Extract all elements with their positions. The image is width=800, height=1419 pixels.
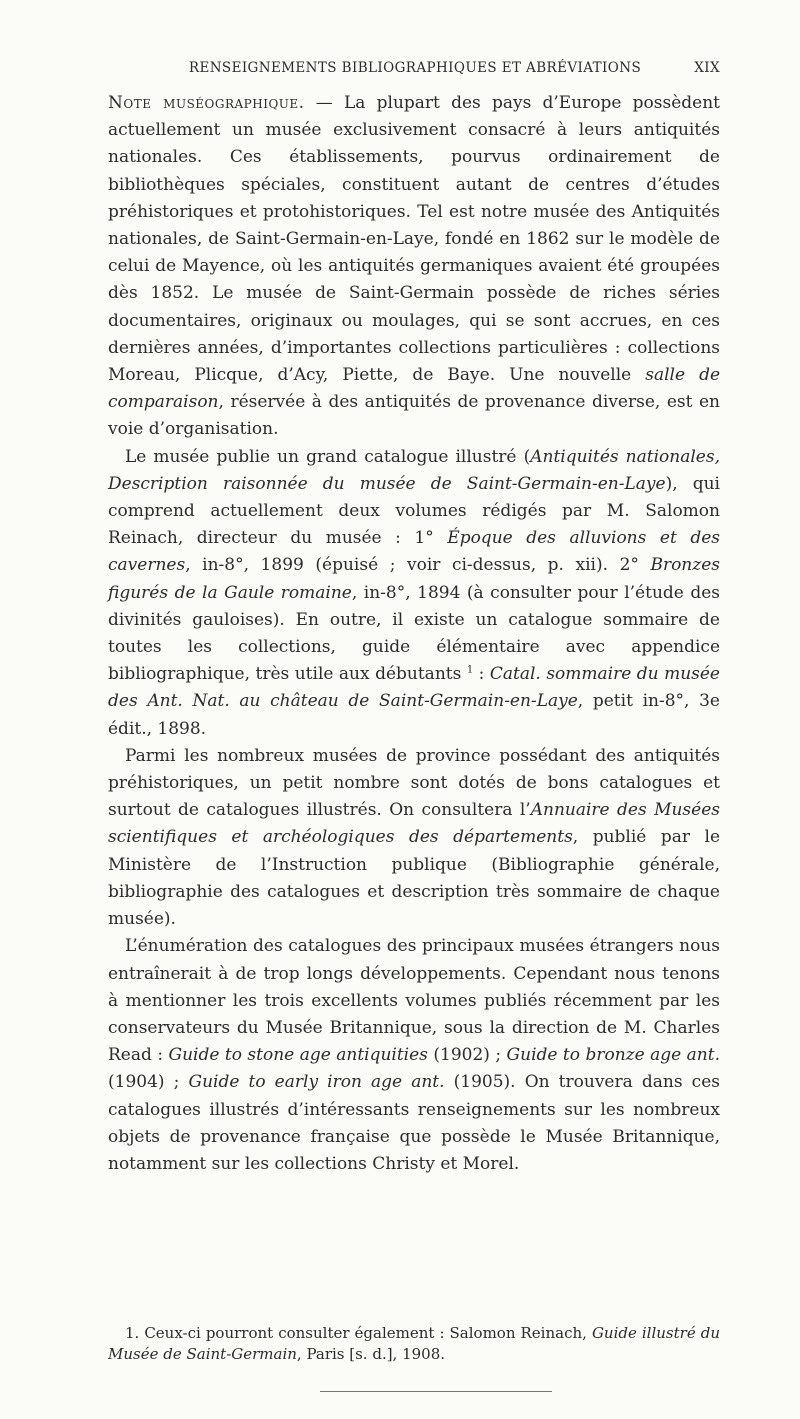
text-run: : [473, 664, 490, 685]
note-label: Note muséographique. [108, 93, 305, 113]
text-run: , publié par le Ministère de l’Instruction publique (Bibliographie générale, bibliographie des catalogues et description très sommaire de chaque musée). [108, 827, 721, 930]
text-run: (1904) ; [108, 1072, 189, 1093]
text-run: ), qui comprend actuellement deux volumes rédigés par M. Salomon Reinach, directeur du musée : 1° [108, 473, 720, 549]
paragraph-province [108, 743, 720, 933]
italic-run: Catal. sommaire du musée des Ant. Nat. au château de Saint-Germain-en-Laye [108, 664, 720, 712]
italic-run: Guide to stone age antiquities [168, 1045, 428, 1066]
page-number: XIX [694, 60, 720, 76]
italic-run: Bronzes figurés de la Gaule romaine [108, 555, 720, 603]
text-run: , in-8°, 1894 (à consulter pour l’étude des divinités gauloises). En outre, il existe un catalogue sommaire de toutes les collections, guide élémentaire avec appendice bibliographique, très utile aux débutants [108, 582, 721, 685]
footnote [108, 1323, 720, 1365]
italic-run: salle de comparaison [108, 365, 721, 413]
paragraph-catalogue [108, 444, 720, 743]
italic-run: Annuaire des Musées scientifiques et archéologiques des départements [108, 800, 720, 848]
text-run: , in-8°, 1899 (épuisé ; voir ci-dessus, p. xii). 2° [185, 555, 651, 576]
text-run: Parmi les nombreux musées de province possédant des antiquités préhistoriques, un petit nombre sont dotés de bons catalogues et surtout de catalogues illustrés. On consultera l’ [108, 745, 720, 821]
header-title: RENSEIGNEMENTS BIBLIOGRAPHIQUES ET ABRÉVIATIONS [188, 60, 642, 76]
italic-run: Guide to early iron age ant. [188, 1072, 445, 1093]
footnote-marker: 1 [466, 664, 474, 676]
text-run: — La plupart des pays d’Europe possèdent actuellement un musée exclusivement consacré à leurs antiquités nationales. Ces établissements, pourvus ordinairement de bibliothèques spéciales, constituent autant de centres d’études préhistoriques et protohistoriques. Tel est notre musée des Antiquités nationales, de Saint-Germain-en-Laye, fondé en 1862 sur le modèle de celui de Mayence, où les antiquités germaniques avaient été groupées dès 1852. Le musée de Saint-Germain possède de riches séries documentaires, originaux ou moulages, qui se sont accrues, en ces dernières années, d’importantes collections particulières : collections Moreau, Plicque, d’Acy, Piette, de Baye. Une nouvelle [108, 93, 721, 386]
text-run: (1905). On trouvera dans ces catalogues illustrés d’intéressants renseignements sur les nombreux objets de provenance française que possède le Musée Britannique, notamment sur les collections Christy et Morel. [108, 1072, 720, 1174]
text-run: , petit in-8°, 3e édit., 1898. [108, 691, 720, 739]
italic-run: Époque des alluvions et des cavernes [108, 528, 720, 576]
text-run: Le musée publie un grand catalogue illustré ( [125, 446, 531, 467]
running-header [110, 60, 720, 76]
text-run: L’énumération des catalogues des principaux musées étrangers nous entraînerait à de trop longs développements. Cependant nous tenons à mentionner les trois excellents volumes publiés récemment par les conservateurs du Musée Britannique, sous la direction de M. Charles Read : [108, 936, 720, 1066]
text-run: 1. Ceux-ci pourront consulter également : Salomon Reinach, [125, 1324, 592, 1342]
text-run: (1902) ; [427, 1045, 507, 1066]
paragraph-note [108, 90, 720, 444]
italic-run: Guide illustré du Musée de Saint-Germain [108, 1324, 720, 1363]
footer-rule [320, 1391, 552, 1392]
italic-run: Antiquités nationales, Description raisonnée du musée de Saint-Germain-en-Laye [108, 446, 720, 494]
text-run: , réservée à des antiquités de provenance diverse, est en voie d’organisation. [108, 392, 720, 440]
italic-run: Guide to bronze age ant. [506, 1045, 720, 1066]
text-run: , Paris [s. d.], 1908. [296, 1345, 446, 1363]
main-text [108, 90, 720, 1178]
paragraph-foreign [108, 933, 720, 1178]
